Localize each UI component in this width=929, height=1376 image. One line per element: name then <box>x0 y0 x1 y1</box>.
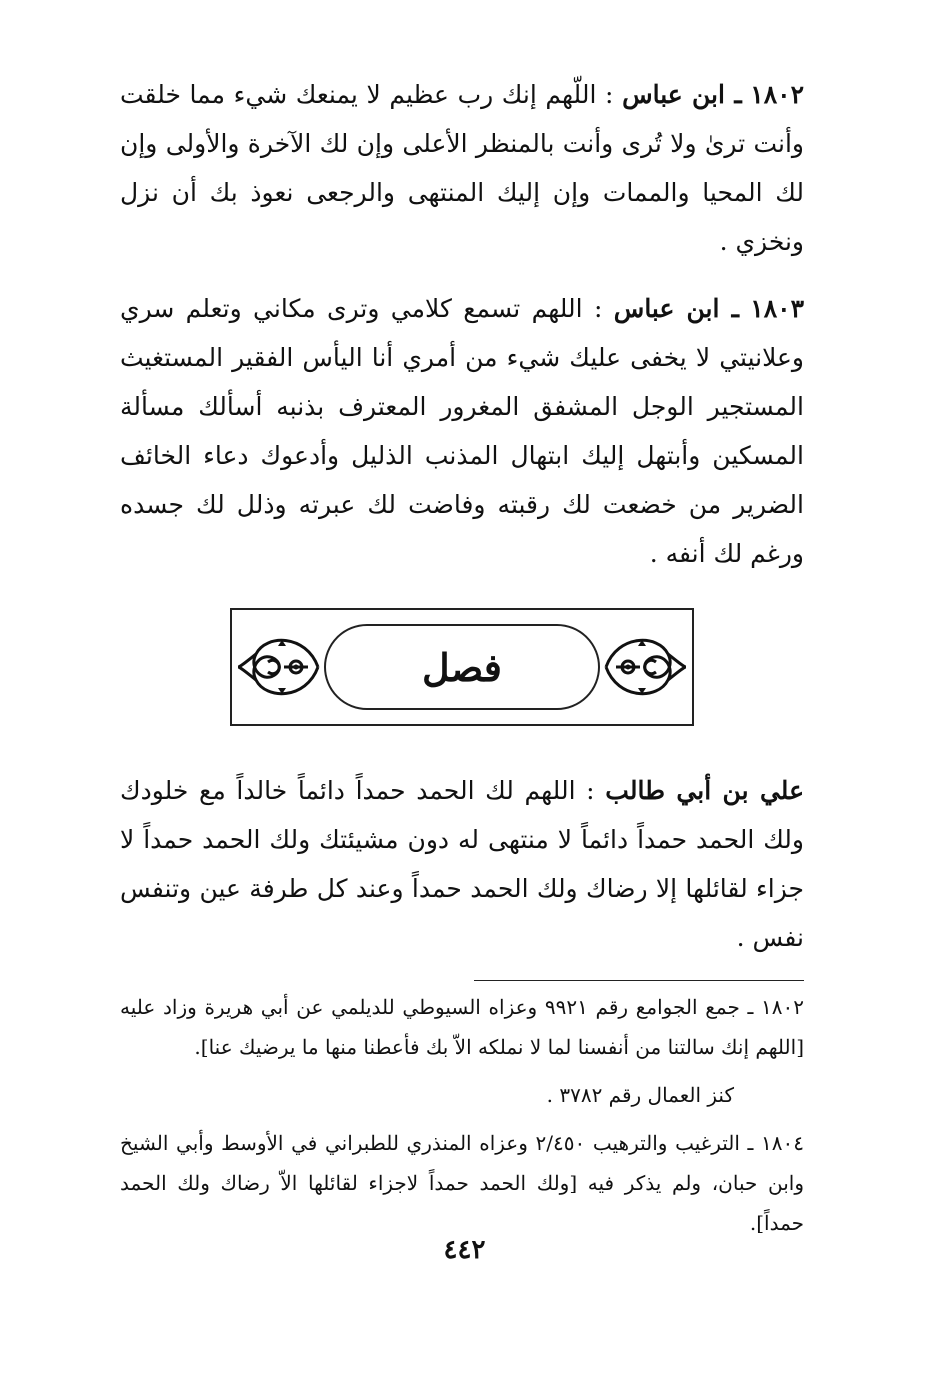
entry-dash: ـ <box>724 80 742 109</box>
entry-number: ١٨٠٣ <box>750 294 805 323</box>
arabesque-ornament-icon <box>236 624 326 710</box>
entry-1803 <box>120 284 804 578</box>
footnote-1804: ١٨٠٤ ـ الترغيب والترهيب ٢/٤٥٠ وعزاه المنذري للطبراني في الأوسط وأبي الشيخ وابن حبان، ولم يذكر فيه [ولك الحمد حمداً لاجزاء لقائلها الاّ رضاك ولك الحمد حمداً]. <box>120 1131 805 1235</box>
entry-text: : اللهم تسمع كلامي وترى مكاني وتعلم سري وعلانيتي لا يخفى عليك شيء من أمري أنا اليأس الفقير المستغيث المستجير الوجل المشفق المغرور المعترف بذنبه أسألك مسألة المسكين وأبتهل إليك ابتهال المذنب الذليل وأدعوك دعاء الخائف الضرير من خضعت لك رقبته وفاضت لك عبرته وذلل لك جسده ورغم لك أنفه . <box>120 294 804 568</box>
entry-text: : اللّهم إنك رب عظيم لا يمنعك شيء مما خلقت وأنت ترىٰ ولا تُرى وأنت بالمنظر الأعلى وإن لك الآخرة والأولى وإن لك المحيا والممات وإن إليك المنتهى والرجعى نعوذ بك أن نزل ونخزي . <box>120 80 804 256</box>
footnote-divider <box>474 980 804 981</box>
entry-narrator: ابن عباس <box>622 80 725 109</box>
entry-number: ١٨٠٢ <box>750 80 805 109</box>
page-body <box>120 70 804 1251</box>
section-heading-cartouche <box>324 624 600 710</box>
entry-ali <box>120 766 804 962</box>
entry-narrator: علي بن أبي طالب <box>605 776 804 805</box>
footnote-1802: ١٨٠٢ ـ جمع الجوامع رقم ٩٩٢١ وعزاه السيوطي للديلمي عن أبي هريرة وزاد عليه [اللهم إنك سالتنا من أنفسنا لما لا نملكه الاّ بك فأعطنا منها ما يرضيك عنا]. <box>120 995 804 1059</box>
arabesque-ornament-icon <box>598 624 688 710</box>
page-number: ٤٤٢ <box>443 1235 486 1265</box>
section-title: فصل <box>422 644 502 690</box>
entry-1802 <box>120 70 804 266</box>
entry-dash: ـ <box>719 294 739 323</box>
footnote-kanz: كنز العمال رقم ٣٧٨٢ . <box>546 1083 734 1107</box>
section-heading-frame <box>230 608 694 726</box>
entry-narrator: ابن عباس <box>613 294 720 323</box>
entry-text: : اللهم لك الحمد حمداً دائماً خالداً مع خلودك ولك الحمد حمداً دائماً لا منتهى له دون مشيئتك ولك الحمد حمداً لا جزاء لقائلها إلا رضاك ولك الحمد حمداً وعند كل طرفة عين وتنفس نفس . <box>120 776 804 952</box>
